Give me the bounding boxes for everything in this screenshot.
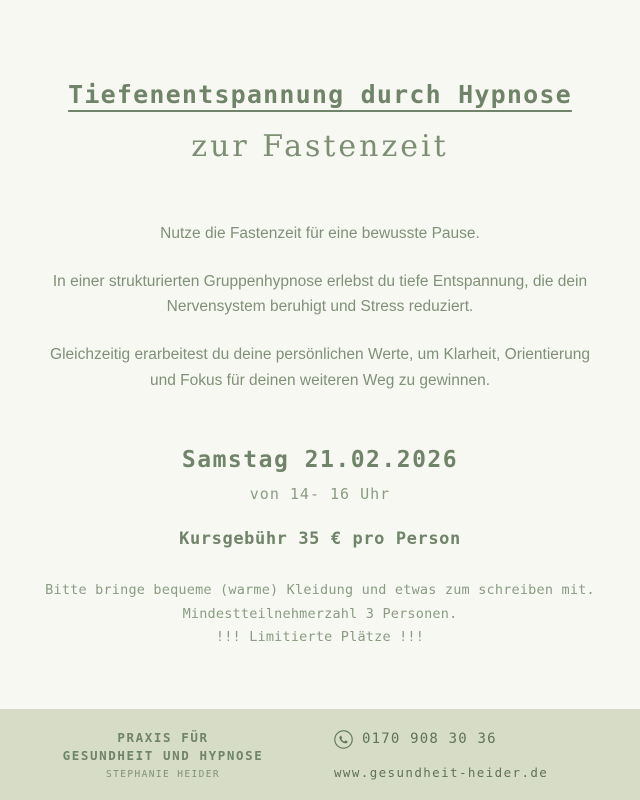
body-paragraph-2: In einer strukturierten Gruppenhypnose erlebst du tiefe Entspannung, die dein Nervensystem beruhigt und Stress reduziert. bbox=[52, 272, 588, 316]
title-block bbox=[0, 0, 640, 165]
phone-row[interactable] bbox=[334, 730, 640, 749]
body-paragraph-1: Nutze die Fastenzeit für eine bewusste Pause. bbox=[160, 225, 480, 243]
page-subtitle: zur Fastenzeit bbox=[191, 128, 449, 164]
event-price: Kursgebühr 35 € pro Person bbox=[179, 529, 461, 550]
body-block bbox=[0, 221, 640, 393]
body-paragraph-3: Gleichzeitig erarbeitest du deine persönlichen Werte, um Klarheit, Orientierung und Fokus für deinen weiteren Weg zu gewinnen. bbox=[50, 345, 590, 389]
footer-phone-number: 0170 908 30 36 bbox=[362, 731, 497, 747]
footer-practice-info bbox=[0, 729, 320, 780]
note-clothing: Bitte bringe bequeme (warme) Kleidung und etwas zum schreiben mit. bbox=[45, 582, 595, 599]
footer-contact-info bbox=[320, 730, 640, 780]
notes-block bbox=[0, 579, 640, 650]
footer-website[interactable]: www.gesundheit-heider.de bbox=[334, 764, 549, 780]
note-limited-places: !!! Limitierte Plätze !!! bbox=[215, 629, 425, 646]
footer-bar bbox=[0, 709, 640, 800]
note-min-participants: Mindestteilnehmerzahl 3 Personen. bbox=[182, 605, 458, 622]
practitioner-name: STEPHANIE HEIDER bbox=[106, 769, 220, 781]
event-details bbox=[0, 447, 640, 549]
whatsapp-icon bbox=[334, 730, 353, 749]
page-title: Tiefenentspannung durch Hypnose bbox=[68, 80, 572, 109]
practice-line-2: GESUNDHEIT UND HYPNOSE bbox=[62, 748, 264, 763]
event-date: Samstag 21.02.2026 bbox=[181, 447, 459, 474]
event-time: von 14- 16 Uhr bbox=[249, 485, 391, 504]
practice-line-1: PRAXIS FÜR bbox=[117, 729, 209, 745]
